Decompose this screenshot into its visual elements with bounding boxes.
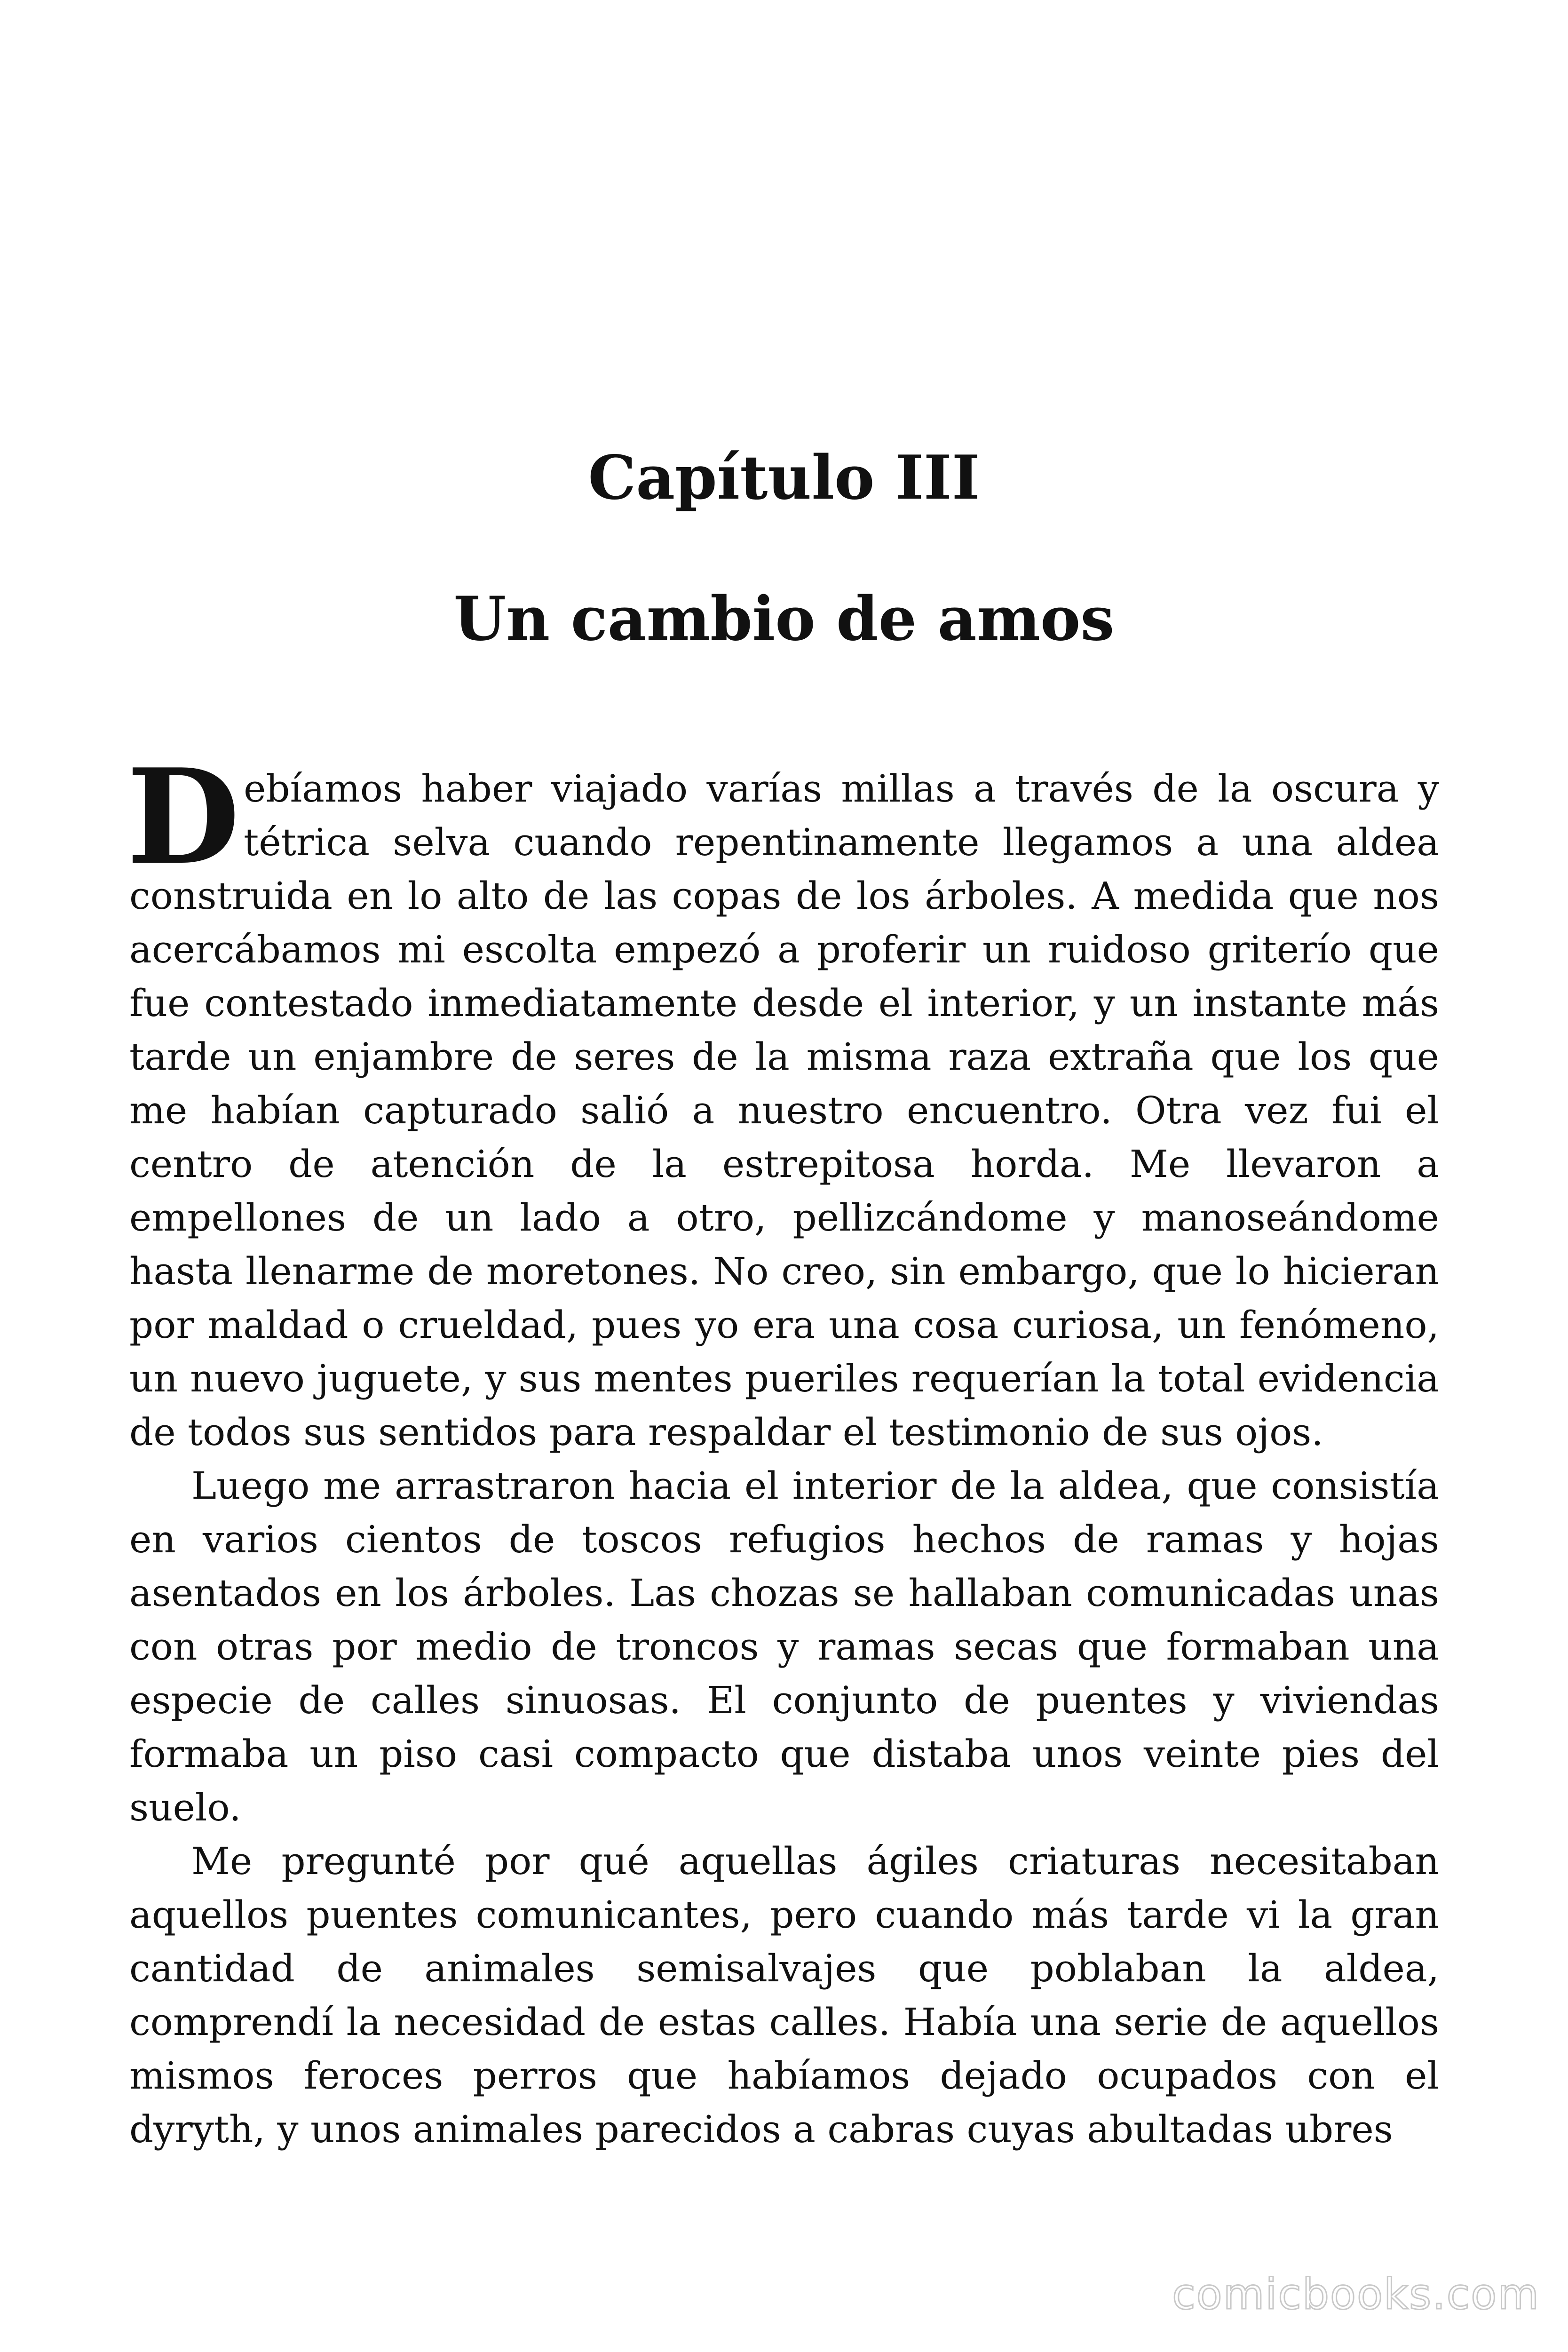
paragraph-1 — [127, 740, 1439, 1459]
paragraph-3: Me pregunté por qué aquellas ágiles criaturas necesitaban aquellos puentes comunicantes, pero cuando más tarde vi la gran cantidad de animales semisalvajes que poblaban la aldea, comprendí la necesidad de estas calles. Había una serie de aquellos mismos feroces perros que habíamos dejado ocupados con el dyryth, y unos animales parecidos a cabras cuyas abultadas ubres — [129, 1839, 1439, 2151]
watermark-logo: comicbooks.com — [1172, 2270, 1540, 2319]
paragraph-1-text: ebíamos haber viajado varías millas a través de la oscura y tétrica selva cuando repentinamente llegamos a una aldea construida en lo alto de las copas de los árboles. A medida que nos acercábamos mi escolta empezó a proferir un ruidoso griterío que fue contestado inmediatamente desde el interior, y un instante más tarde un enjambre de seres de la misma raza extraña que los que me habían capturado salió a nuestro encuentro. Otra vez fui el centro de atención de la estrepitosa horda. Me llevaron a empellones de un lado a otro, pellizcándome y manoseándome hasta llenarme de moretones. No creo, sin embargo, que lo hicieran por maldad o crueldad, pues yo era una cosa curiosa, un fenómeno, un nuevo juguete, y sus mentes pueriles requerían la total evidencia de todos sus sentidos para respaldar el testimonio de sus ojos. — [129, 767, 1439, 1454]
drop-cap: D — [127, 740, 240, 894]
paragraph-2: Luego me arrastraron hacia el interior de la aldea, que consistía en varios cientos de toscos refugios hechos de ramas y hojas asentados en los árboles. Las chozas se hallaban comunicadas unas con otras por medio de troncos y ramas secas que formaban una especie de calles sinuosas. El conjunto de puentes y viviendas formaba un piso casi compacto que distaba unos veinte pies del suelo. — [129, 1464, 1439, 1829]
chapter-subtitle: Un cambio de amos — [453, 584, 1115, 654]
chapter-body — [127, 740, 1439, 2156]
chapter-title: Capítulo III — [588, 443, 980, 513]
